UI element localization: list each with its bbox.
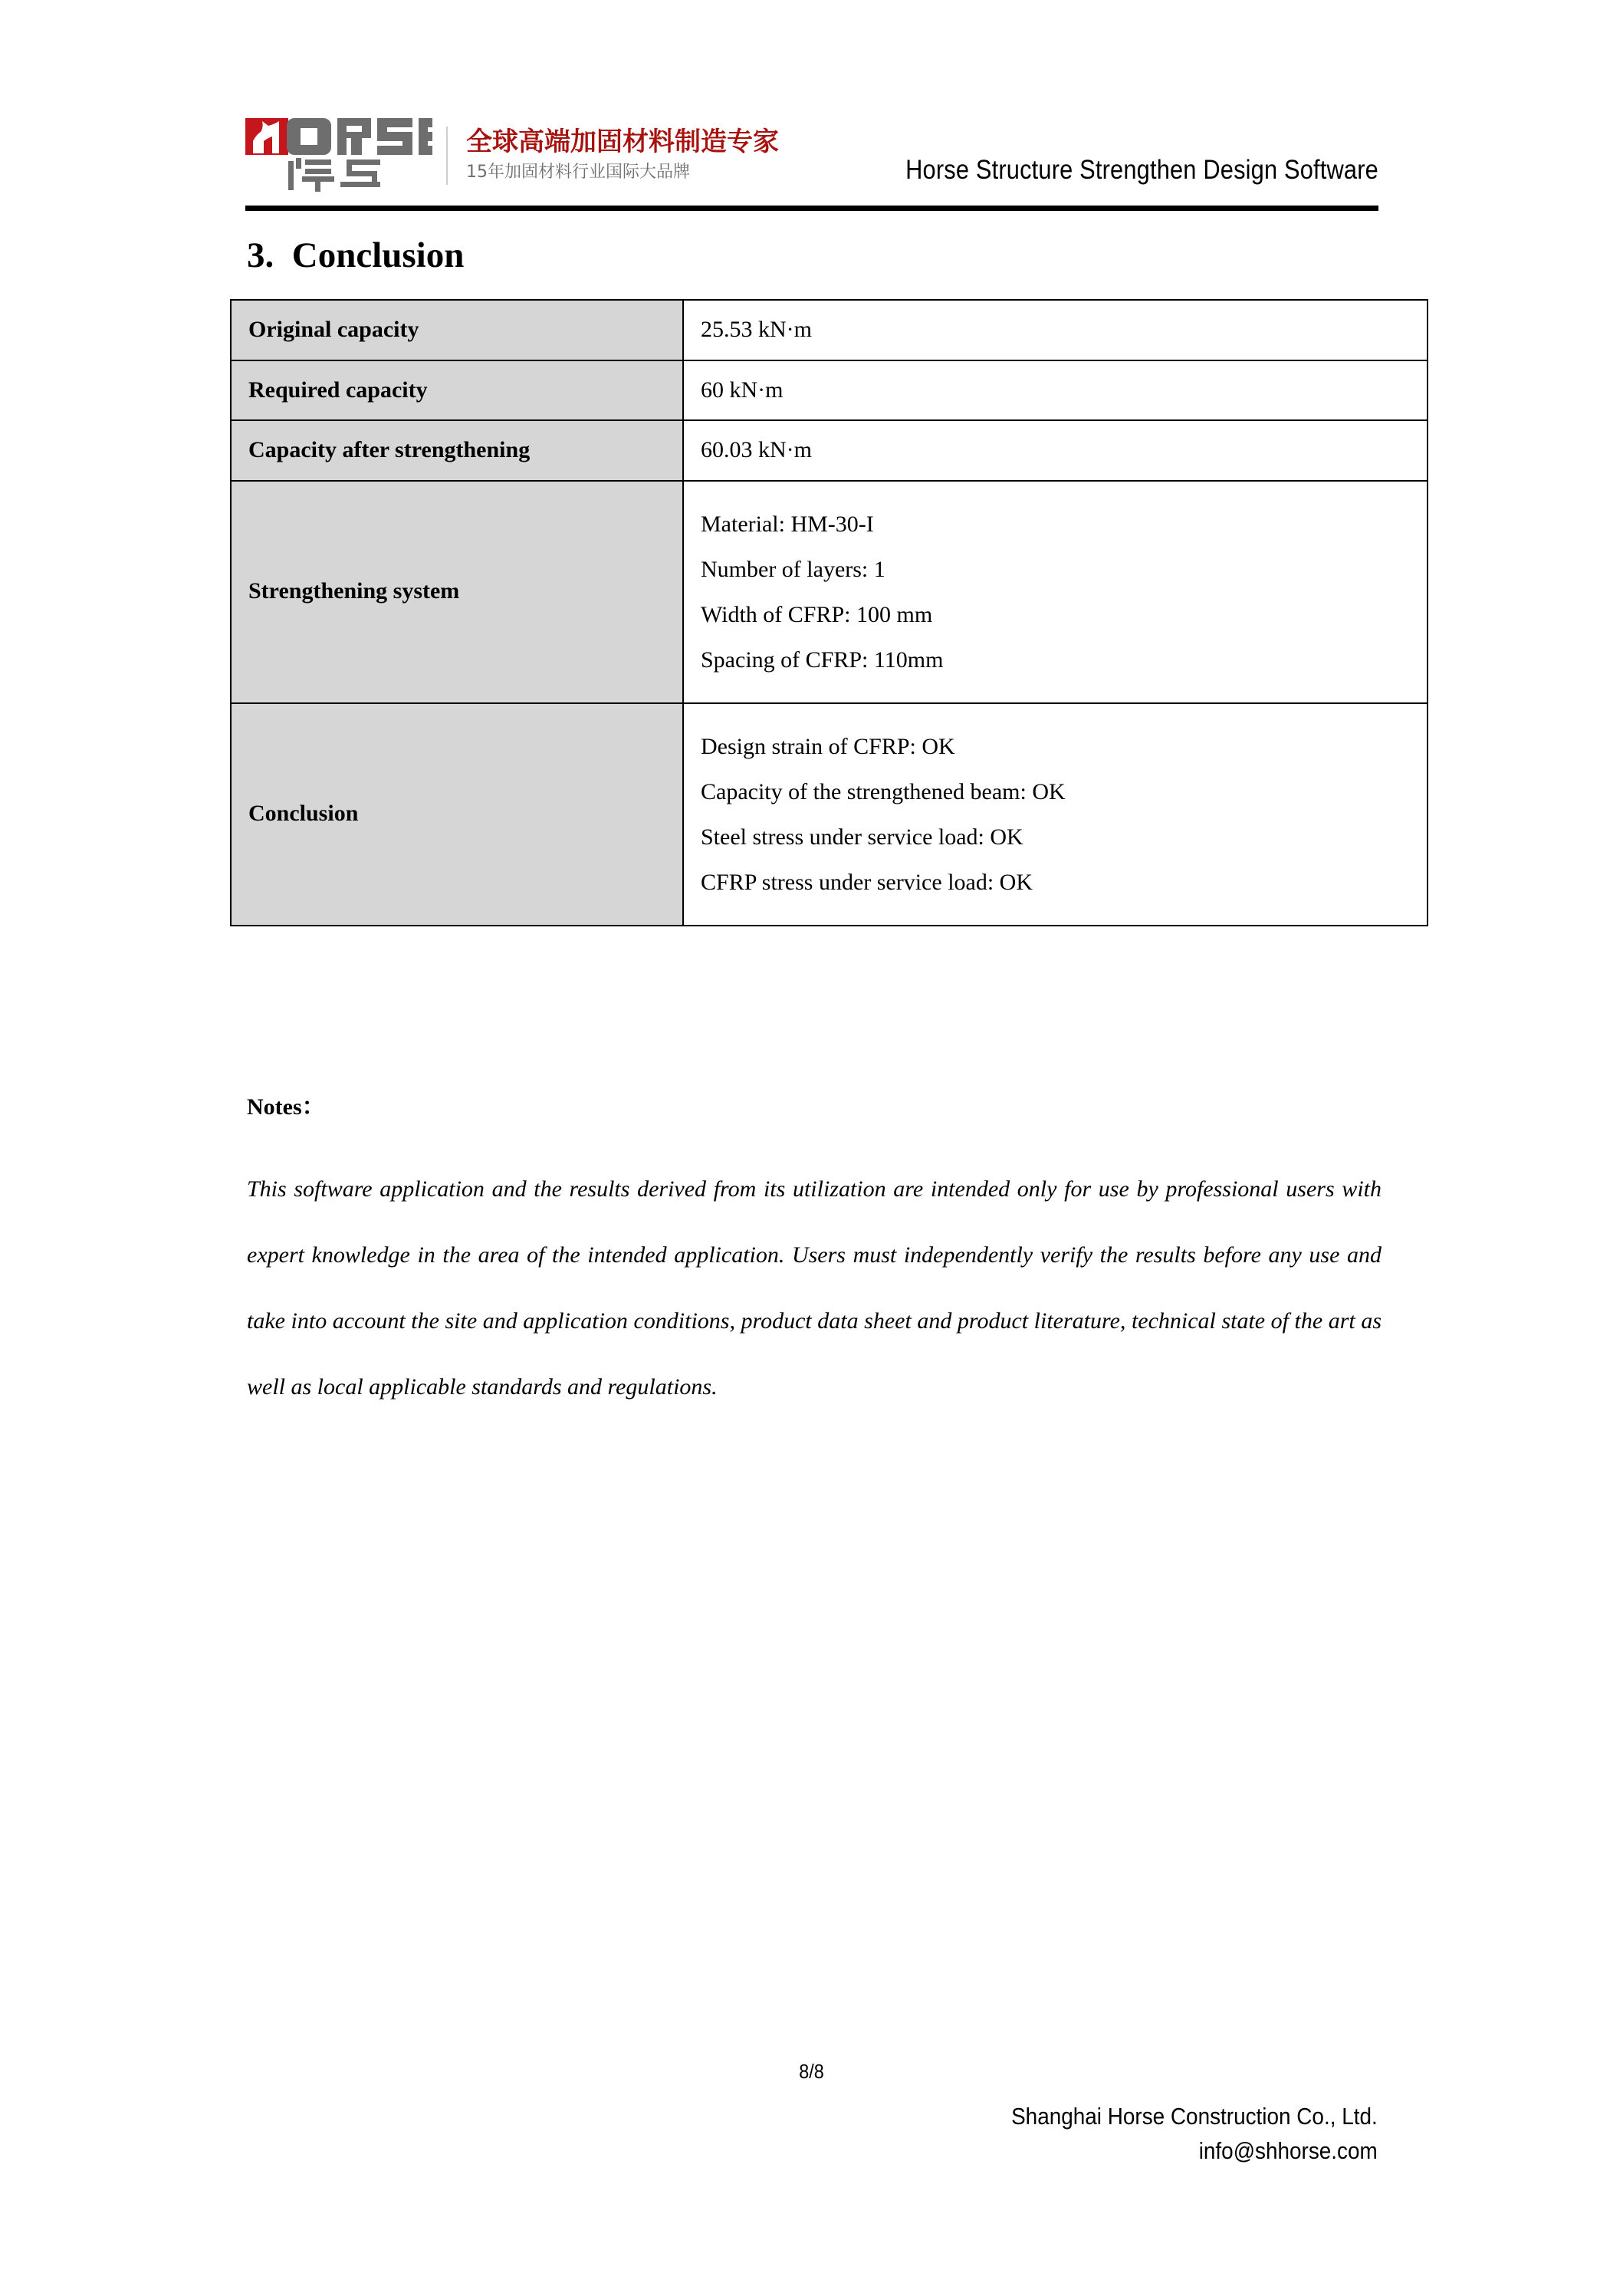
document-header [245, 107, 1378, 199]
conclusion-table-body [231, 300, 1428, 926]
footer-email: info@shhorse.com [1198, 2136, 1378, 2164]
notes-heading: Notes： [247, 1094, 325, 1120]
header-rule [245, 206, 1378, 211]
table-row-label: Original capacity [231, 300, 683, 360]
notes-body: This software application and the results derived from its utilization are intended only for use by professional users with expert knowledge in the area of the intended application. Users must independently verify the results before any use and take into account the site and application conditions, product data sheet and product literature, technical state of the art as well as local applicable standards and regulations. [247, 1176, 1382, 1400]
table-row [231, 703, 1428, 926]
value-line: CFRP stress under service load: OK [701, 869, 1033, 895]
value-line: Design strain of CFRP: OK [701, 733, 955, 759]
table-row [231, 420, 1428, 481]
table-row-value: 25.53 kN·m [683, 300, 1428, 360]
table-row-label: Strengthening system [231, 481, 683, 703]
value-line: Material: HM-30-I [701, 511, 874, 537]
logo-tagline [466, 119, 779, 192]
table-row-value: 60.03 kN·m [683, 420, 1428, 481]
horse-hanzi-icon [285, 156, 393, 193]
value-line: Steel stress under service load: OK [701, 824, 1023, 850]
table-row [231, 481, 1428, 703]
table-row-label: Conclusion [231, 703, 683, 926]
horse-wordmark-icon [245, 118, 432, 155]
document-footer [971, 2100, 1378, 2169]
conclusion-table [230, 299, 1428, 926]
table-row-value: 60 kN·m [683, 360, 1428, 421]
value-line: Width of CFRP: 100 mm [701, 601, 933, 627]
logo-divider [446, 127, 448, 185]
table-row [231, 300, 1428, 360]
table-row-label: Capacity after strengthening [231, 420, 683, 481]
value-line: Number of layers: 1 [701, 556, 885, 582]
page-number: 8/8 [799, 2060, 824, 2083]
table-row [231, 360, 1428, 421]
value-line: Spacing of CFRP: 110mm [701, 646, 944, 673]
tagline-main: 全球高端加固材料制造专家 [466, 127, 779, 158]
tagline-sub: 15年加固材料行业国际大品牌 [466, 163, 690, 183]
page-title: 3. Conclusion [247, 235, 465, 275]
footer-company-name: Shanghai Horse Construction Co., Ltd. [1011, 2103, 1378, 2130]
table-row-label: Required capacity [231, 360, 683, 421]
horse-logo [245, 115, 779, 196]
table-row-value [683, 703, 1428, 926]
horse-logo-mark [245, 115, 432, 196]
value-line: Capacity of the strengthened beam: OK [701, 778, 1066, 804]
header-software-title: Horse Structure Strengthen Design Software [905, 155, 1378, 185]
table-row-value [683, 481, 1428, 703]
